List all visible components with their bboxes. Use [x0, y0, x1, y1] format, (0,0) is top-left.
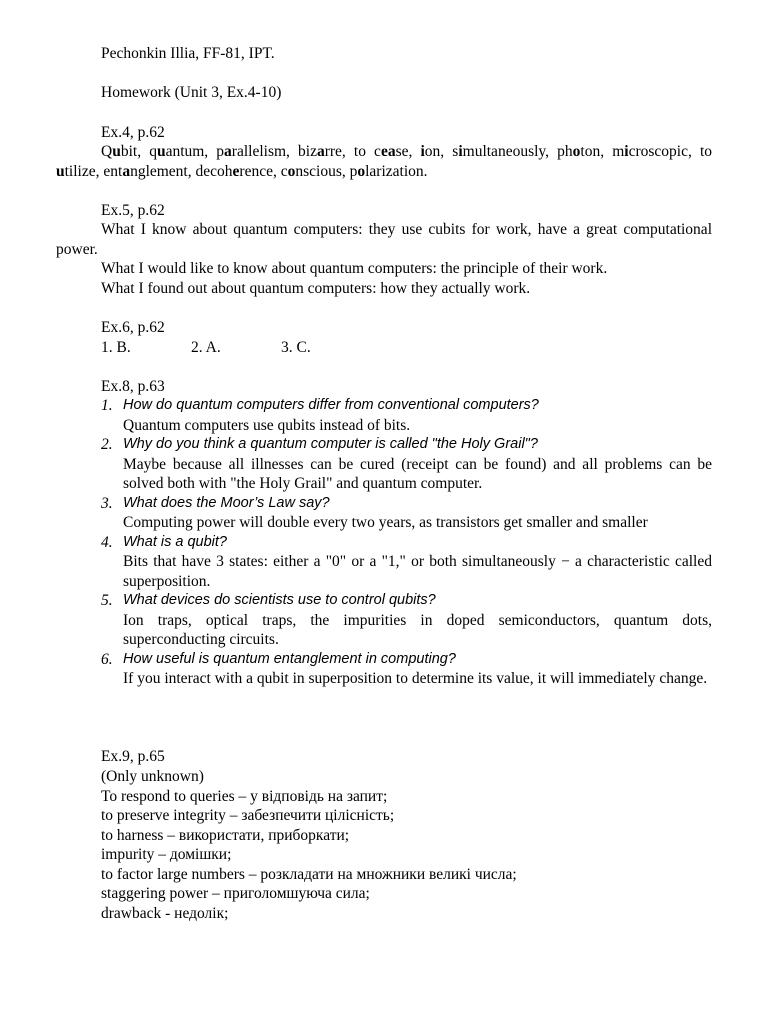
qa-answer: Quantum computers use qubits instead of bits.: [123, 416, 411, 434]
word-suffix: croscopic,: [628, 143, 700, 160]
word-suffix: rre,: [324, 143, 354, 160]
stressed-letter: o: [287, 162, 296, 180]
vocab-line: to harness – використати, приборкати;: [101, 827, 350, 844]
qa-answer: Ion traps, optical traps, the impurities in doped semiconductors, quantum dots, superconducting circuits.: [123, 611, 712, 648]
qa-question: What is a qubit?: [123, 533, 227, 550]
vocab-line: To respond to queries – у відповідь на запит;: [101, 788, 388, 805]
stress-word: [350, 163, 428, 180]
author-line: Pechonkin Illia, FF-81, IPT.: [101, 45, 275, 62]
ex8-question-list: [101, 396, 712, 689]
ex6-answer-3: 3. C.: [281, 339, 311, 356]
qa-question: How useful is quantum entanglement in computing?: [123, 650, 456, 667]
stress-word: [216, 143, 298, 160]
stress-word: [149, 143, 216, 160]
vocab-line: staggering power – приголомшуюча сила;: [101, 885, 370, 902]
word-prefix: p: [216, 143, 225, 160]
word-prefix: Q: [101, 143, 113, 160]
qa-item: [101, 650, 712, 689]
stress-word: [281, 163, 350, 180]
qa-answer: Bits that have 3 states: either a "0" or a "1," or both simultaneously − a characteristic called superposition.: [123, 553, 712, 590]
qa-question: What does the Moor’s Law say?: [123, 494, 330, 511]
stressed-letter: o: [357, 162, 366, 180]
ex5-know: What I know about quantum computers: they use cubits for work, have a great computational power.: [56, 221, 712, 258]
word-prefix: ent: [103, 162, 123, 180]
qa-item: [101, 494, 712, 533]
qa-item: [101, 435, 712, 494]
word-prefix: q: [149, 143, 157, 160]
word-prefix: c: [280, 162, 288, 180]
stressed-letter: o: [572, 143, 581, 160]
ex4-word-list: [56, 142, 712, 181]
word-suffix: ton,: [580, 143, 613, 160]
word-prefix: to c: [353, 143, 381, 160]
stressed-letter: a: [316, 143, 325, 160]
word-suffix: larization.: [365, 162, 428, 180]
ex4-heading: Ex.4, p.62: [101, 124, 165, 141]
word-suffix: nscious,: [295, 162, 350, 180]
ex9-note: (Only unknown): [101, 768, 204, 785]
stressed-letter: u: [156, 143, 166, 160]
word-prefix: s: [452, 143, 459, 160]
qa-answer: If you interact with a qubit in superposition to determine its value, it will immediately change.: [123, 670, 708, 687]
qa-number: 6.: [101, 650, 113, 668]
vocab-line: to preserve integrity – забезпечити цілісність;: [101, 807, 395, 824]
word-suffix: rallelism,: [231, 143, 299, 160]
ex5-found: What I found out about quantum computers: how they actually work.: [101, 280, 531, 297]
stressed-letter: i: [458, 143, 463, 160]
word-prefix: ph: [557, 143, 573, 160]
ex6-answer-2: 2. A.: [191, 339, 221, 356]
stress-word: [298, 143, 354, 160]
word-suffix: tilize,: [64, 162, 104, 180]
ex5-heading: Ex.5, p.62: [101, 202, 165, 219]
word-suffix: antum,: [165, 143, 217, 160]
qa-item: [101, 396, 712, 435]
qa-number: 4.: [101, 533, 113, 551]
qa-number: 2.: [101, 436, 113, 453]
stressed-letter: e: [232, 162, 240, 180]
qa-number: 5.: [101, 592, 113, 609]
qa-number: 3.: [101, 494, 113, 512]
ex8-heading: Ex.8, p.63: [101, 378, 165, 395]
qa-number: 1.: [101, 397, 113, 414]
qa-answer: Maybe because all illnesses can be cured (receipt can be found) and all problems can be solved both with "the Holy Grail" and quantum computer.: [123, 455, 712, 492]
qa-question: How do quantum computers differ from conventional computers?: [123, 397, 539, 413]
qa-item: [101, 591, 712, 650]
stressed-letter: a: [224, 143, 232, 160]
word-suffix: multaneously,: [462, 143, 558, 160]
word-suffix: on,: [424, 143, 453, 160]
word-prefix: decoh: [195, 162, 233, 180]
stressed-letter: i: [420, 143, 425, 160]
word-suffix: nglement,: [130, 162, 196, 180]
ex6-answers: [101, 338, 311, 358]
stress-word: [101, 143, 149, 160]
stressed-letter: ea: [380, 143, 396, 160]
ex5-want: What I would like to know about quantum computers: the principle of their work.: [101, 260, 608, 277]
stress-word: [420, 143, 452, 160]
stressed-letter: a: [122, 162, 131, 180]
stress-word: [452, 143, 557, 160]
stress-word: [196, 163, 281, 180]
homework-title: Homework (Unit 3, Ex.4-10): [101, 84, 282, 101]
stressed-letter: i: [624, 143, 629, 160]
word-suffix: bit,: [120, 143, 150, 160]
vocab-line: drawback - недолік;: [101, 905, 229, 922]
word-suffix: rence,: [239, 162, 281, 180]
stressed-letter: u: [112, 143, 121, 160]
stress-word: [354, 143, 421, 160]
word-prefix: biz: [298, 143, 317, 160]
word-prefix: p: [349, 162, 358, 180]
qa-item: [101, 533, 712, 592]
qa-question: Why do you think a quantum computer is called "the Holy Grail"?: [123, 436, 538, 452]
word-prefix: m: [612, 143, 625, 160]
qa-question: What devices do scientists use to control qubits?: [123, 592, 436, 608]
vocab-line: to factor large numbers – розкладати на множники великі числа;: [101, 866, 517, 883]
word-prefix: to: [699, 143, 712, 160]
vocab-line: impurity – домішки;: [101, 846, 232, 863]
ex6-heading: Ex.6, p.62: [101, 319, 165, 336]
stressed-letter: u: [56, 162, 65, 180]
word-suffix: se,: [395, 143, 421, 160]
stress-word: [103, 163, 195, 180]
stress-word: [557, 143, 612, 160]
qa-answer: Computing power will double every two years, as transistors get smaller and smaller: [123, 514, 648, 531]
stress-word: [612, 143, 700, 160]
ex9-heading: Ex.9, p.65: [101, 748, 165, 765]
ex6-answer-1: 1. B.: [101, 339, 131, 356]
